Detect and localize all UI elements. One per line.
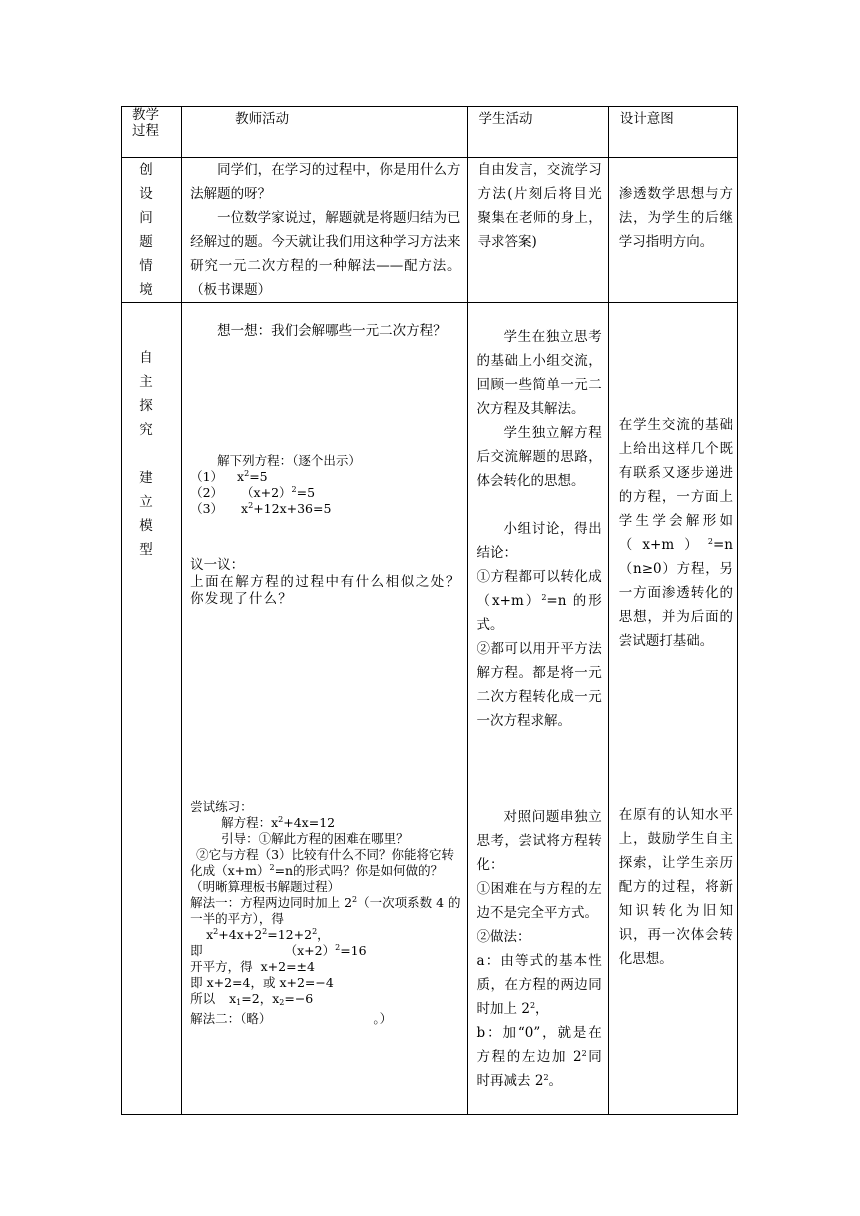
row-explore-model — [122, 303, 738, 1115]
student-p8: ②做法： — [476, 929, 531, 945]
header-teacher: 教师活动 — [235, 111, 290, 127]
try-equation: 解方程：$x^2+4x=12$ — [221, 815, 336, 830]
student-p1: 学生在独立思考的基础上小组交流，回顾一些简单一元二次方程及其解法。 — [476, 329, 602, 417]
discuss-text: 上面在解方程的过程中有什么相似之处？你发现了什么？ — [190, 574, 461, 607]
stage-char: 自 — [139, 350, 153, 366]
header-stage: 教学过程 — [132, 107, 159, 139]
row1-intent: 渗透数学思想与方法，为学生的后继学习指明方向。 — [618, 186, 733, 250]
equation-2: （2） $(x+2)^2=5$ — [190, 485, 316, 500]
method-1: 解法一：方程两边同时加上 $2^2$（一次项系数 4 的一半的平方），得 — [190, 895, 461, 926]
header-stage-cell — [122, 107, 182, 158]
lesson-plan-table — [121, 106, 738, 1115]
step-3: 开平方，得 x+2=±4 — [190, 959, 315, 974]
student-p4: ①方程都可以转化成$(x+m)^2=n$ 的形式。 — [476, 569, 602, 633]
header-row — [122, 107, 738, 158]
row1-student: 自由发言，交流学习方法(片刻后将目光聚集在老师的身上，寻求答案) — [477, 162, 602, 250]
stage-char: 探 — [139, 398, 153, 414]
stage-char: 主 — [139, 374, 153, 390]
guide-2: ②它与方程（3）比较有什么不同？你能将它转化成$(x+m)^2=n$的形式吗？你是如何做的？ — [190, 847, 455, 878]
row1-stage — [128, 158, 164, 302]
student-p3: 小组讨论，得出结论： — [476, 521, 602, 561]
intent-p1: 在学生交流的基础上给出这样几个既有联系又逐步递进的方程，一方面上学生学会解形如$(x+m)^2=n(n\ge 0)$方程，另一方面渗透转化的思想，并为后面的尝试题打基础。 — [618, 417, 733, 649]
row1-teacher-cell — [182, 158, 467, 303]
step-2: 即 $(x+2)^2=16$ — [190, 943, 367, 958]
method-2: 解法二：（略） 。） — [190, 1011, 393, 1026]
student-block-1 — [477, 325, 602, 733]
header-intent: 设计意图 — [619, 111, 674, 127]
discuss-title: 议一议： — [190, 557, 245, 573]
row1-teacher-p2: 一位数学家说过，解题就是将题归结为已经解过的题。今天就让我们用这种学习方法来研究一元二次方程的一种解法——配方法。（板书课题） — [190, 210, 461, 298]
stage-char: 立 — [139, 494, 153, 510]
try-block — [190, 799, 462, 1027]
stage-char: 模 — [139, 518, 153, 534]
stage-char: 问 — [139, 210, 153, 226]
student-block-2 — [477, 805, 602, 1093]
equation-1: （1） $x^2=5$ — [190, 469, 268, 484]
header-intent-cell — [608, 107, 737, 158]
stage-char: 建 — [139, 470, 153, 486]
row2-stage-cell — [122, 303, 182, 1115]
stage-char: 题 — [139, 234, 153, 250]
stage-char: 型 — [139, 542, 153, 558]
header-teacher-cell — [182, 107, 467, 158]
step-5: 所以 $x_1=2$，$x_2=-6$ — [190, 991, 314, 1007]
guide-1: 引导：①解此方程的困难在哪里？ — [221, 831, 409, 846]
student-p10: b：加“0”，就是在方程的左边加 $2^2$同时再减去 $2^2$。 — [476, 1025, 602, 1089]
try-title: 尝试练习： — [190, 799, 253, 814]
row1-stage-cell — [122, 158, 182, 303]
row2-intent-cell — [608, 303, 737, 1115]
header-student-cell — [467, 107, 608, 158]
stage-char: 境 — [139, 282, 153, 298]
student-p6: 对照问题串独立思考，尝试将方程转化： — [476, 809, 602, 873]
row-create-situation — [122, 158, 738, 303]
stage-char: 情 — [139, 258, 153, 274]
step-1: $x^2+4x+2^2=12+2^2$， — [206, 927, 330, 942]
board-note: （明晰算理板书解题过程） — [190, 879, 341, 894]
row2-stage-a — [128, 346, 164, 442]
step-4: 即 x+2=4，或 x+2=−4 — [190, 975, 334, 990]
row2-teacher-cell — [182, 303, 467, 1115]
student-p7: ①困难在与方程的左边不是完全平方式。 — [476, 881, 602, 921]
row1-teacher-p1: 同学们，在学习的过程中，你是用什么方法解题的呀？ — [190, 162, 461, 202]
solve-block — [190, 453, 460, 517]
row1-intent-cell — [608, 158, 737, 303]
header-student: 学生活动 — [478, 111, 533, 127]
row1-student-cell — [467, 158, 608, 303]
discuss-block — [190, 557, 460, 608]
row2-student-cell — [467, 303, 608, 1115]
think-question: 想一想：我们会解哪些一元二次方程？ — [217, 323, 447, 339]
equation-3: （3） $x^2+12x+36=5$ — [190, 501, 332, 516]
solve-title: 解下列方程：（逐个出示） — [217, 453, 361, 468]
intent-p2: 在原有的认知水平上，鼓励学生自主探索，让学生亲历配方的过程，将新知识转化为旧知识，再一次体会转化思想。 — [618, 807, 733, 967]
stage-char: 设 — [139, 186, 153, 202]
student-p5: ②都可以用开平方法解方程。都是将一元二次方程转化成一元一次方程求解。 — [476, 641, 602, 729]
stage-char: 创 — [139, 162, 153, 178]
stage-char: 究 — [139, 422, 153, 438]
row2-stage-b — [128, 466, 164, 562]
student-p2: 学生独立解方程后交流解题的思路，体会转化的思想。 — [476, 425, 602, 489]
student-p9: a：由等式的基本性质，在方程的两边同时加上 $2^2$， — [476, 953, 602, 1017]
